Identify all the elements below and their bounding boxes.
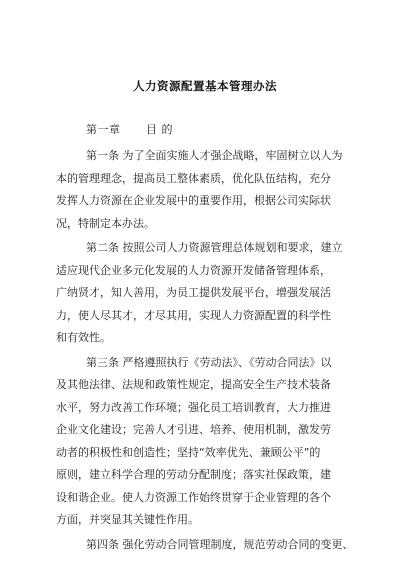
line-text: 广纳贤才，知人善用，为员工提供发展平台，增强发展活 — [56, 286, 331, 299]
line-text: 发挥人力资源在企业发展中的重要作用，根据公司实际状 — [56, 194, 331, 207]
line-text: 企业文化建设；完善人才引进、培养、使用机制，激发劳 — [56, 423, 331, 436]
document-title: 人力资源配置基本管理办法 — [133, 79, 277, 93]
line-text: 力，使人尽其才，才尽其用，实现人力资源配置的科学性 — [56, 309, 331, 322]
line-text: 动者的积极性和创造性；坚持“效率优先、兼顾公平”的 — [56, 446, 321, 459]
line-text: 第二条 按照公司人力资源管理总体规划和要求，建立 — [86, 241, 343, 254]
line-text: 及其他法律、法规和政策性规定，提高安全生产技术装备 — [56, 378, 331, 391]
line-text: 第三条 严格遵照执行《劳动法》、《劳动合同法》以 — [86, 356, 332, 369]
line-text: 适应现代企业多元化发展的人力资源开发储备管理体系， — [56, 264, 331, 277]
line-text: 设和谐企业。使人力资源工作始终贯穿于企业管理的各个 — [56, 491, 331, 504]
chapter-heading — [86, 121, 173, 137]
line-text: 第一条 为了全面实施人才强企战略，牢固树立以人为 — [86, 149, 343, 162]
line-text: 第四条 强化劳动合同管理制度，规范劳动合同的变更、 — [86, 538, 354, 551]
chapter-number: 第一章 — [86, 123, 121, 136]
line-text: 和有效性。 — [56, 331, 111, 344]
line-text: 况，特制定本办法。 — [56, 217, 155, 230]
chapter-title: 目 的 — [146, 123, 173, 136]
line-text: 本的管理理念，提高员工整体素质，优化队伍结构，充分 — [56, 172, 331, 185]
line-text: 原则，建立科学合理的劳动分配制度；落实社保政策，建 — [56, 468, 331, 481]
line-text: 水平，努力改善工作环境；强化员工培训教育，大力推进 — [56, 401, 331, 414]
line-text: 方面，并突显其关键性作用。 — [56, 513, 199, 526]
